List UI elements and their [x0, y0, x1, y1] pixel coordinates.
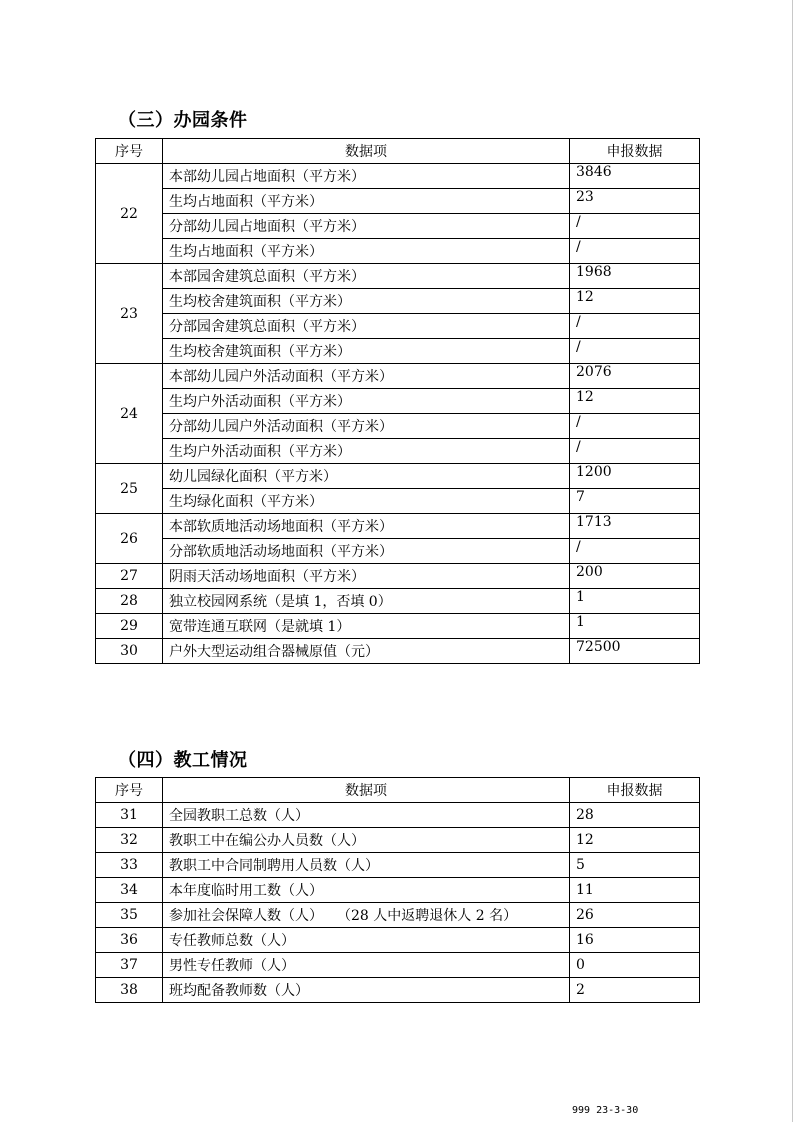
- reported-value: 1200: [570, 464, 700, 489]
- data-item-label: 生均户外活动面积（平方米）: [163, 389, 570, 414]
- table-row: [96, 539, 700, 564]
- data-item-label: 本年度临时用工数（人）: [163, 878, 570, 903]
- data-item-label: 阴雨天活动场地面积（平方米）: [163, 564, 570, 589]
- data-item-label: 参加社会保障人数（人） （28 人中返聘退休人 2 名）: [163, 903, 570, 928]
- reported-value: 1713: [570, 514, 700, 539]
- data-item-label: 分部幼儿园户外活动面积（平方米）: [163, 414, 570, 439]
- reported-value: /: [570, 239, 700, 264]
- data-item-label: 幼儿园绿化面积（平方米）: [163, 464, 570, 489]
- row-number: 38: [96, 978, 163, 1003]
- reported-value: 12: [570, 289, 700, 314]
- table-row: [96, 414, 700, 439]
- row-number: 31: [96, 803, 163, 828]
- reported-value: 7: [570, 489, 700, 514]
- section-title-conditions: （三）办园条件: [118, 110, 248, 131]
- data-item-label: 本部幼儿园户外活动面积（平方米）: [163, 364, 570, 389]
- footer-stamp: 999 23-3-30: [572, 1105, 639, 1116]
- reported-value: 12: [570, 828, 700, 853]
- data-item-label: 生均校舍建筑面积（平方米）: [163, 289, 570, 314]
- table-row: [96, 239, 700, 264]
- header-item: 数据项: [163, 139, 570, 164]
- table-row: [96, 514, 700, 539]
- reported-value: /: [570, 414, 700, 439]
- reported-value: 5: [570, 853, 700, 878]
- reported-value: 12: [570, 389, 700, 414]
- row-number: 35: [96, 903, 163, 928]
- data-item-label: 宽带连通互联网（是就填 1）: [163, 614, 570, 639]
- reported-value: /: [570, 439, 700, 464]
- table-row: [96, 189, 700, 214]
- table-header-row: [96, 778, 700, 803]
- row-number: 34: [96, 878, 163, 903]
- reported-value: 0: [570, 953, 700, 978]
- table-row: [96, 928, 700, 953]
- reported-value: 3846: [570, 164, 700, 189]
- reported-value: /: [570, 314, 700, 339]
- row-number: 23: [96, 264, 163, 364]
- table-row: [96, 953, 700, 978]
- data-item-label: 男性专任教师（人）: [163, 953, 570, 978]
- data-item-label: 专任教师总数（人）: [163, 928, 570, 953]
- data-item-label: 户外大型运动组合器械原值（元）: [163, 639, 570, 664]
- table-row: [96, 464, 700, 489]
- data-item-label: 生均校舍建筑面积（平方米）: [163, 339, 570, 364]
- reported-value: 2076: [570, 364, 700, 389]
- data-item-label: 本部软质地活动场地面积（平方米）: [163, 514, 570, 539]
- data-item-label: 全园教职工总数（人）: [163, 803, 570, 828]
- data-item-label: 教职工中在编公办人员数（人）: [163, 828, 570, 853]
- row-number: 26: [96, 514, 163, 564]
- table-header-row: [96, 139, 700, 164]
- reported-value: 26: [570, 903, 700, 928]
- conditions-table: [95, 138, 700, 664]
- table-row: [96, 564, 700, 589]
- row-number: 36: [96, 928, 163, 953]
- header-item: 数据项: [163, 778, 570, 803]
- table-row: [96, 903, 700, 928]
- table-row: [96, 364, 700, 389]
- table-row: [96, 589, 700, 614]
- data-item-label: 分部软质地活动场地面积（平方米）: [163, 539, 570, 564]
- reported-value: 2: [570, 978, 700, 1003]
- table-row: [96, 614, 700, 639]
- header-no: 序号: [96, 778, 163, 803]
- row-number: 22: [96, 164, 163, 264]
- reported-value: 23: [570, 189, 700, 214]
- reported-value: 1968: [570, 264, 700, 289]
- data-item-label: 教职工中合同制聘用人员数（人）: [163, 853, 570, 878]
- reported-value: 28: [570, 803, 700, 828]
- row-number: 24: [96, 364, 163, 464]
- table-row: [96, 214, 700, 239]
- data-item-label: 本部幼儿园占地面积（平方米）: [163, 164, 570, 189]
- reported-value: 1: [570, 589, 700, 614]
- table-row: [96, 489, 700, 514]
- table-row: [96, 289, 700, 314]
- header-value: 申报数据: [570, 778, 700, 803]
- data-item-label: 生均占地面积（平方米）: [163, 189, 570, 214]
- table-row: [96, 164, 700, 189]
- data-item-label: 生均绿化面积（平方米）: [163, 489, 570, 514]
- data-item-label: 班均配备教师数（人）: [163, 978, 570, 1003]
- table-row: [96, 878, 700, 903]
- table-row: [96, 439, 700, 464]
- data-item-label: 生均占地面积（平方米）: [163, 239, 570, 264]
- table-row: [96, 853, 700, 878]
- row-number: 29: [96, 614, 163, 639]
- reported-value: 1: [570, 614, 700, 639]
- table-row: [96, 828, 700, 853]
- reported-value: /: [570, 214, 700, 239]
- reported-value: 200: [570, 564, 700, 589]
- row-number: 30: [96, 639, 163, 664]
- reported-value: 16: [570, 928, 700, 953]
- section-title-staff: （四）教工情况: [118, 750, 248, 771]
- table-row: [96, 264, 700, 289]
- reported-value: /: [570, 339, 700, 364]
- reported-value: 11: [570, 878, 700, 903]
- reported-value: /: [570, 539, 700, 564]
- row-number: 37: [96, 953, 163, 978]
- header-no: 序号: [96, 139, 163, 164]
- table-row: [96, 978, 700, 1003]
- data-item-label: 分部园舍建筑总面积（平方米）: [163, 314, 570, 339]
- table-row: [96, 639, 700, 664]
- row-number: 28: [96, 589, 163, 614]
- row-number: 33: [96, 853, 163, 878]
- table-row: [96, 803, 700, 828]
- row-number: 27: [96, 564, 163, 589]
- reported-value: 72500: [570, 639, 700, 664]
- table-row: [96, 389, 700, 414]
- data-item-label: 分部幼儿园占地面积（平方米）: [163, 214, 570, 239]
- staff-table: [95, 777, 700, 1003]
- table-row: [96, 314, 700, 339]
- data-item-label: 本部园舍建筑总面积（平方米）: [163, 264, 570, 289]
- data-item-label: 独立校园网系统（是填 1，否填 0）: [163, 589, 570, 614]
- data-item-label: 生均户外活动面积（平方米）: [163, 439, 570, 464]
- row-number: 25: [96, 464, 163, 514]
- table-row: [96, 339, 700, 364]
- row-number: 32: [96, 828, 163, 853]
- header-value: 申报数据: [570, 139, 700, 164]
